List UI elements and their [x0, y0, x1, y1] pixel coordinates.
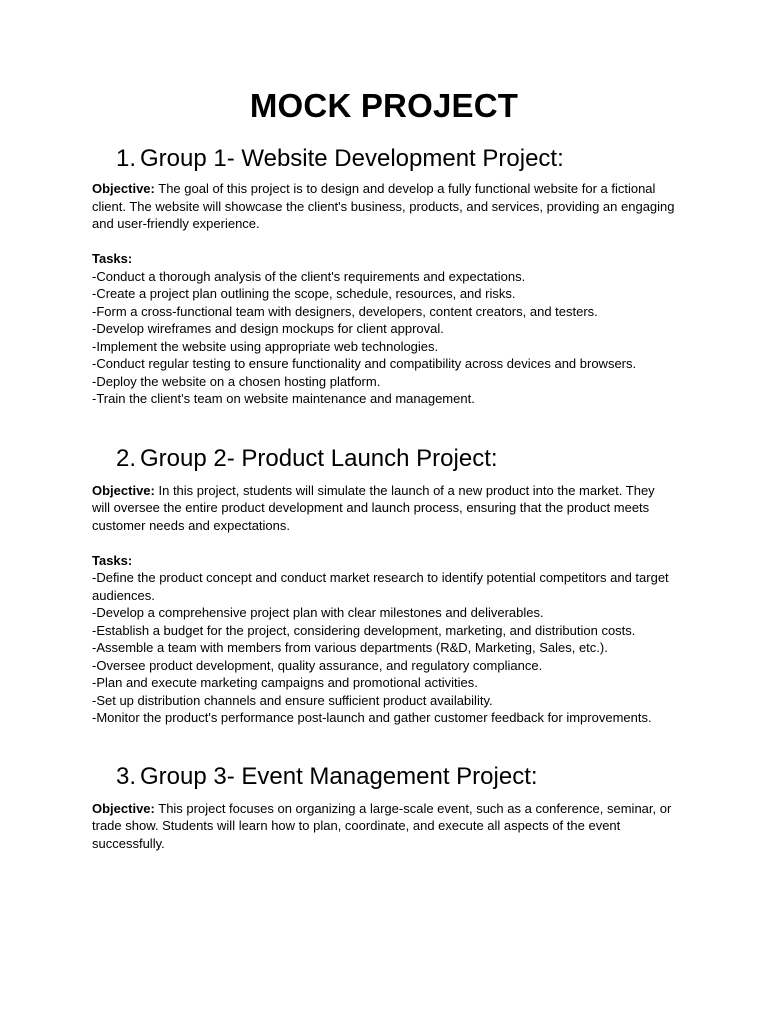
- task-list: [92, 268, 676, 408]
- objective-label: Objective:: [92, 482, 155, 498]
- document-title: MOCK PROJECT: [249, 87, 519, 124]
- list-item: -Implement the website using appropriate web technologies.: [92, 338, 439, 354]
- list-item: -Develop a comprehensive project plan with clear milestones and deliverables.: [92, 605, 544, 620]
- section-heading: [92, 444, 676, 474]
- objective-paragraph: [92, 180, 676, 233]
- task-list: [92, 569, 676, 727]
- list-item: -Create a project plan outlining the scope, schedule, resources, and risks.: [92, 286, 516, 301]
- tasks-label: Tasks:: [92, 552, 133, 568]
- section-heading-text: Group 3- Event Management Project:: [140, 762, 538, 790]
- list-item: -Plan and execute marketing campaigns and promotional activities.: [92, 675, 478, 690]
- list-item: -Conduct a thorough analysis of the client's requirements and expectations.: [92, 268, 526, 284]
- objective-paragraph: [92, 482, 676, 535]
- section-group-3: [92, 762, 676, 853]
- objective-text: In this project, students will simulate the launch of a new product into the market. They will oversee the entire product development and launch process, ensuring that the product meets customer needs and expectations.: [92, 482, 655, 533]
- list-item: -Form a cross-functional team with designers, developers, content creators, and testers.: [92, 303, 598, 319]
- objective-label: Objective:: [92, 800, 155, 816]
- list-item: -Oversee product development, quality assurance, and regulatory compliance.: [92, 657, 543, 673]
- section-number: 1.: [116, 145, 137, 172]
- objective-text: The goal of this project is to design and develop a fully functional website for a fictional client. The website will showcase the client's business, products, and services, providing an engaging and user-friendly experience.: [92, 181, 675, 231]
- tasks-label: Tasks:: [92, 251, 133, 266]
- list-item: -Assemble a team with members from various departments (R&D, Marketing, Sales, etc.).: [92, 640, 608, 655]
- list-item: -Deploy the website on a chosen hosting platform.: [92, 373, 381, 389]
- objective-paragraph: [92, 800, 676, 853]
- section-number: 2.: [116, 444, 137, 472]
- objective-label: Objective:: [92, 181, 155, 196]
- list-item: -Develop wireframes and design mockups for client approval.: [92, 321, 444, 336]
- list-item: -Monitor the product's performance post-launch and gather customer feedback for improvements.: [92, 710, 652, 725]
- list-item: -Establish a budget for the project, considering development, marketing, and distribution costs.: [92, 622, 636, 638]
- section-heading-text: Group 2- Product Launch Project:: [140, 444, 498, 472]
- section-number: 3.: [116, 762, 137, 790]
- section-heading: [92, 762, 676, 792]
- list-item: -Train the client's team on website maintenance and management.: [92, 391, 475, 406]
- section-heading: [92, 144, 676, 174]
- section-group-1: [92, 144, 676, 408]
- list-item: -Conduct regular testing to ensure functionality and compatibility across devices and browsers.: [92, 356, 637, 371]
- section-heading-text: Group 1- Website Development Project:: [140, 145, 564, 172]
- section-group-2: [92, 444, 676, 727]
- objective-text: This project focuses on organizing a large-scale event, such as a conference, seminar, or trade show. Students will learn how to plan, coordinate, and execute all aspects of the event successfully.: [92, 800, 672, 851]
- list-item: -Define the product concept and conduct market research to identify potential competitors and target audiences.: [92, 570, 669, 603]
- list-item: -Set up distribution channels and ensure sufficient product availability.: [92, 692, 493, 708]
